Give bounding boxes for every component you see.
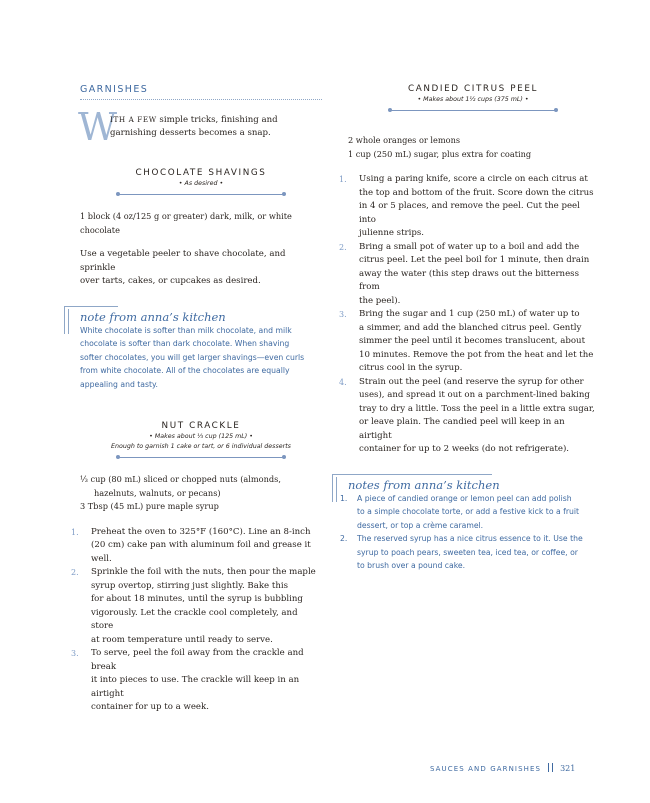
- footer-section-name: SAUCES AND GARNISHES: [430, 765, 542, 773]
- recipe-yield: • Makes about 1½ cups (375 mL) •: [417, 96, 529, 103]
- step-line: Using a paring knife, score a circle on each citrus at: [359, 174, 588, 184]
- step: [339, 308, 598, 376]
- note-item-number: 1.: [340, 493, 348, 503]
- step-line: julienne strips.: [359, 228, 425, 238]
- rule-dot: [116, 192, 120, 196]
- note-title: notes from anna’s kitchen: [348, 477, 500, 492]
- candied-citrus-header: [348, 84, 598, 115]
- candied-citrus-steps: [339, 173, 598, 457]
- step-line: Bring the sugar and 1 cup (250 mL) of water up to: [359, 309, 580, 319]
- nut-crackle-steps: [71, 526, 322, 715]
- rule-line: [118, 194, 284, 195]
- step: [71, 526, 322, 567]
- section-title-garnishes: GARNISHES: [80, 84, 149, 95]
- step-line: or leave plain. The candied peel will keep in an airtight: [359, 417, 565, 441]
- rule-dot: [282, 455, 286, 459]
- note-from-annas-kitchen: [80, 306, 322, 392]
- note-line: The reserved syrup has a nice citrus essence to it. Use the: [357, 534, 583, 543]
- intro-line-1: [110, 113, 278, 127]
- note-line: softer chocolates, you will get larger shavings—even curls: [80, 352, 305, 362]
- note-line: from white chocolate. All of the chocolates are equally: [80, 366, 290, 375]
- method-line: over tarts, cakes, or cupcakes as desired.: [80, 276, 261, 286]
- step: [71, 647, 322, 715]
- step-number: 2.: [339, 242, 347, 252]
- step-line: citrus cool in the syrup.: [359, 363, 463, 373]
- chocolate-shavings-header: [80, 168, 322, 199]
- recipe-rule: [118, 191, 284, 199]
- recipe-rule: [118, 454, 284, 462]
- nut-crackle-ingredients: [80, 473, 322, 514]
- page-number: 321: [560, 764, 576, 773]
- rule-dot: [282, 192, 286, 196]
- ingredient: 2 whole oranges or lemons: [348, 135, 461, 145]
- dotted-divider: [80, 99, 322, 100]
- step-number: 4.: [339, 377, 347, 387]
- note-line: syrup to poach pears, sweeten tea, iced tea, or coffee, or: [357, 547, 578, 557]
- note-line: to a simple chocolate torte, or add a festive kick to a fruit: [357, 507, 580, 516]
- note-item: [340, 492, 598, 533]
- step-line: Sprinkle the foil with the nuts, then pour the maple: [91, 567, 316, 577]
- ingredient: 1 block (4 oz/125 g or greater) dark, milk, or white chocolate: [80, 211, 292, 235]
- note-line: dessert, or top a crème caramel.: [357, 520, 484, 530]
- recipe-yield: • Makes about ⅓ cup (125 mL) •: [149, 433, 253, 440]
- note-bracket: [64, 306, 75, 334]
- recipe-title-nut-crackle: NUT CRACKLE: [161, 421, 241, 431]
- note-item-number: 2.: [340, 534, 348, 543]
- ingredient: 3 Tbsp (45 mL) pure maple syrup: [80, 501, 219, 511]
- step-line: Strain out the peel (and reserve the syrup for other: [359, 376, 584, 387]
- step-line: Bring a small pot of water up to a boil and add the: [359, 241, 580, 252]
- note-title: note from anna’s kitchen: [80, 309, 226, 324]
- step-line: 10 minutes. Remove the pot from the heat and let the: [359, 349, 594, 360]
- intro-text: [110, 113, 278, 140]
- method-line: Use a vegetable peeler to shave chocolate, and sprinkle: [80, 249, 286, 273]
- step-line: uses), and spread it out on a parchment-lined baking: [359, 390, 590, 400]
- ingredient: 1 cup (250 mL) sugar, plus extra for coating: [348, 148, 532, 159]
- garnishes-intro: [78, 105, 322, 149]
- right-column: [339, 84, 598, 573]
- note-line: chocolate is softer than dark chocolate. When shaving: [80, 339, 290, 348]
- note-item: [340, 532, 598, 573]
- step-line: tray to dry a little. Toss the peel in a little extra sugar,: [359, 403, 595, 414]
- step-number: 3.: [339, 310, 347, 319]
- step-line: (20 cm) cake pan with aluminum foil and grease it well.: [91, 540, 311, 564]
- rule-line: [390, 110, 556, 111]
- step: [339, 173, 598, 241]
- note-top-rule: [332, 474, 492, 475]
- recipe-yield: • As desired •: [178, 180, 224, 187]
- rule-line: [118, 457, 284, 458]
- rule-dot: [554, 108, 558, 112]
- step-line: vigorously. Let the crackle cool completely, and store: [91, 607, 298, 631]
- step-line: citrus peel. Let the peel boil for 1 minute, then drain: [359, 255, 590, 265]
- step-number: 3.: [71, 649, 79, 658]
- step-line: the top and bottom of the fruit. Score down the citrus: [359, 187, 594, 198]
- recipe-title-candied-citrus-peel: CANDIED CITRUS PEEL: [407, 84, 538, 94]
- page-footer: [430, 763, 590, 775]
- step-number: 2.: [71, 568, 79, 577]
- left-column: [71, 84, 322, 715]
- footer-separator: [548, 763, 553, 772]
- recipe-title-chocolate-shavings: CHOCOLATE SHAVINGS: [135, 168, 267, 178]
- ingredient: ⅓ cup (80 mL) sliced or chopped nuts (almonds, hazelnuts, walnuts, or pecans): [80, 474, 281, 498]
- step-line: To serve, peel the foil away from the crackle and break: [91, 648, 304, 672]
- step-line: container for up to 2 weeks (do not refrigerate).: [359, 444, 570, 454]
- note-top-rule: [64, 306, 118, 307]
- step-line: away the water (this step draws out the bitterness from: [359, 268, 579, 292]
- nut-crackle-header: [80, 421, 322, 462]
- step-line: the peel).: [359, 295, 401, 306]
- step-line: a simmer, and add the blanched citrus peel. Gently: [359, 322, 582, 333]
- drop-cap: W: [78, 105, 118, 149]
- step: [339, 376, 598, 457]
- note-list: [340, 492, 598, 573]
- intro-smallcaps: ITH A FEW: [110, 115, 157, 124]
- note-line: A piece of candied orange or lemon peel can add polish: [357, 493, 572, 503]
- step-number: 1.: [339, 175, 347, 184]
- step-line: it into pieces to use. The crackle will keep in an airtight: [91, 675, 300, 699]
- step-line: container for up to a week.: [91, 702, 209, 712]
- recipe-yield-note: Enough to garnish 1 cake or tart, or 6 individual desserts: [111, 443, 291, 450]
- note-line: appealing and tasty.: [80, 379, 158, 389]
- rule-dot: [388, 108, 392, 112]
- step-line: simmer the peel until it becomes translucent, about: [359, 336, 586, 346]
- step-line: in 4 or 5 places, and remove the peel. Cut the peel into: [359, 201, 580, 225]
- chocolate-shavings-method: [80, 248, 322, 289]
- step-line: syrup overtop, stirring just slightly. Bake this: [91, 580, 289, 591]
- note-line: to brush over a pound cake.: [357, 561, 466, 570]
- step-line: for about 18 minutes, until the syrup is bubbling: [91, 594, 303, 604]
- candied-citrus-ingredients: [348, 134, 598, 161]
- note-line: White chocolate is softer than milk chocolate, and milk: [80, 325, 292, 335]
- intro-line-2: garnishing desserts becomes a snap.: [110, 128, 271, 138]
- step: [71, 566, 322, 647]
- step-number: 1.: [71, 527, 79, 537]
- step: [339, 241, 598, 309]
- notes-from-annas-kitchen: [340, 474, 598, 573]
- recipe-rule: [390, 107, 556, 115]
- step-line: at room temperature until ready to serve.: [91, 634, 273, 645]
- step-line: Preheat the oven to 325°F (160°C). Line an 8-inch: [91, 526, 311, 537]
- rule-dot: [116, 455, 120, 459]
- intro-line-1-rest: simple tricks, finishing and: [156, 115, 278, 125]
